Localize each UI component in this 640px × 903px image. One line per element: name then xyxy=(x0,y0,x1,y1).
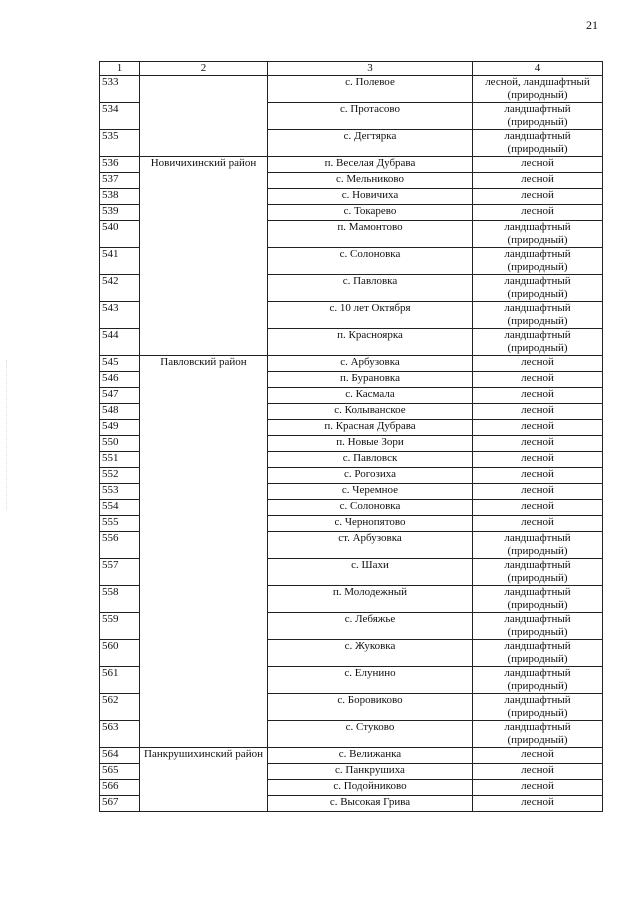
settlement-name: с. Мельниково xyxy=(268,173,473,189)
row-number: 555 xyxy=(100,516,140,532)
settlement-type: лесной xyxy=(473,500,603,516)
column-header-4: 4 xyxy=(473,62,603,76)
settlement-name: п. Бурановка xyxy=(268,372,473,388)
row-number: 540 xyxy=(100,221,140,248)
row-number: 546 xyxy=(100,372,140,388)
table-header-row xyxy=(100,62,603,76)
row-number: 541 xyxy=(100,248,140,275)
settlement-type: ландшафтный (природный) xyxy=(473,130,603,157)
settlement-type: ландшафтный (природный) xyxy=(473,613,603,640)
settlement-type: лесной xyxy=(473,404,603,420)
row-number: 558 xyxy=(100,586,140,613)
column-header-3: 3 xyxy=(268,62,473,76)
row-number: 560 xyxy=(100,640,140,667)
row-number: 550 xyxy=(100,436,140,452)
settlement-name: с. Панкрушиха xyxy=(268,764,473,780)
settlement-name: с. Шахи xyxy=(268,559,473,586)
row-number: 564 xyxy=(100,748,140,764)
settlement-name: с. Солоновка xyxy=(268,500,473,516)
settlement-type: лесной xyxy=(473,356,603,372)
row-number: 556 xyxy=(100,532,140,559)
settlement-type: лесной xyxy=(473,764,603,780)
settlement-name: п. Молодежный xyxy=(268,586,473,613)
settlement-name: п. Красная Дубрава xyxy=(268,420,473,436)
settlement-name: с. Жуковка xyxy=(268,640,473,667)
row-number: 554 xyxy=(100,500,140,516)
settlement-type: лесной xyxy=(473,157,603,173)
settlement-type: ландшафтный (природный) xyxy=(473,667,603,694)
settlement-name: с. Павловск xyxy=(268,452,473,468)
district-name xyxy=(140,76,268,157)
settlement-type: лесной xyxy=(473,748,603,764)
settlement-name: с. Высокая Грива xyxy=(268,796,473,812)
row-number: 548 xyxy=(100,404,140,420)
settlement-type: ландшафтный (природный) xyxy=(473,275,603,302)
settlement-type: лесной xyxy=(473,388,603,404)
settlement-name: с. Новичиха xyxy=(268,189,473,205)
district-name: Панкрушихинский район xyxy=(140,748,268,812)
settlement-type: ландшафтный (природный) xyxy=(473,694,603,721)
settlement-name: с. Елунино xyxy=(268,667,473,694)
settlement-type: лесной xyxy=(473,189,603,205)
settlement-type: ландшафтный (природный) xyxy=(473,103,603,130)
settlement-name: с. Арбузовка xyxy=(268,356,473,372)
settlement-name: п. Мамонтово xyxy=(268,221,473,248)
settlement-type: ландшафтный (природный) xyxy=(473,248,603,275)
settlements-table xyxy=(99,61,603,812)
settlement-name: с. 10 лет Октября xyxy=(268,302,473,329)
settlement-type: ландшафтный (природный) xyxy=(473,586,603,613)
settlement-type: лесной, ландшафтный (природный) xyxy=(473,76,603,103)
settlement-name: с. Боровиково xyxy=(268,694,473,721)
settlement-name: с. Токарево xyxy=(268,205,473,221)
settlement-type: лесной xyxy=(473,420,603,436)
settlement-name: с. Лебяжье xyxy=(268,613,473,640)
settlement-name: с. Черемное xyxy=(268,484,473,500)
settlement-name: п. Веселая Дубрава xyxy=(268,157,473,173)
settlement-name: с. Дегтярка xyxy=(268,130,473,157)
settlement-type: ландшафтный (природный) xyxy=(473,640,603,667)
settlement-type: лесной xyxy=(473,436,603,452)
settlement-type: лесной xyxy=(473,452,603,468)
table-row xyxy=(100,748,603,764)
row-number: 561 xyxy=(100,667,140,694)
row-number: 534 xyxy=(100,103,140,130)
settlement-name: п. Новые Зори xyxy=(268,436,473,452)
settlement-type: лесной xyxy=(473,780,603,796)
settlement-name: ст. Арбузовка xyxy=(268,532,473,559)
settlement-type: лесной xyxy=(473,173,603,189)
row-number: 544 xyxy=(100,329,140,356)
row-number: 542 xyxy=(100,275,140,302)
row-number: 562 xyxy=(100,694,140,721)
settlement-type: лесной xyxy=(473,484,603,500)
settlement-type: лесной xyxy=(473,205,603,221)
settlement-name: с. Велижанка xyxy=(268,748,473,764)
table-row xyxy=(100,76,603,103)
row-number: 547 xyxy=(100,388,140,404)
scan-margin-marks xyxy=(6,360,10,510)
settlement-name: с. Солоновка xyxy=(268,248,473,275)
settlement-type: ландшафтный (природный) xyxy=(473,559,603,586)
row-number: 538 xyxy=(100,189,140,205)
settlement-name: с. Чернопятово xyxy=(268,516,473,532)
settlement-name: с. Касмала xyxy=(268,388,473,404)
row-number: 543 xyxy=(100,302,140,329)
settlement-name: с. Стуково xyxy=(268,721,473,748)
column-header-2: 2 xyxy=(140,62,268,76)
settlement-name: с. Полевое xyxy=(268,76,473,103)
row-number: 563 xyxy=(100,721,140,748)
settlement-type: лесной xyxy=(473,516,603,532)
row-number: 537 xyxy=(100,173,140,189)
table-row xyxy=(100,356,603,372)
row-number: 552 xyxy=(100,468,140,484)
row-number: 545 xyxy=(100,356,140,372)
row-number: 559 xyxy=(100,613,140,640)
row-number: 565 xyxy=(100,764,140,780)
district-name: Новичихинский район xyxy=(140,157,268,356)
row-number: 567 xyxy=(100,796,140,812)
row-number: 557 xyxy=(100,559,140,586)
row-number: 566 xyxy=(100,780,140,796)
table-row xyxy=(100,157,603,173)
settlement-name: п. Красноярка xyxy=(268,329,473,356)
row-number: 549 xyxy=(100,420,140,436)
page-number: 21 xyxy=(586,18,598,32)
settlement-type: ландшафтный (природный) xyxy=(473,532,603,559)
row-number: 553 xyxy=(100,484,140,500)
settlement-type: ландшафтный (природный) xyxy=(473,721,603,748)
settlement-name: с. Рогозиха xyxy=(268,468,473,484)
district-name: Павловский район xyxy=(140,356,268,748)
column-header-1: 1 xyxy=(100,62,140,76)
settlement-name: с. Подойниково xyxy=(268,780,473,796)
settlement-type: лесной xyxy=(473,468,603,484)
row-number: 536 xyxy=(100,157,140,173)
settlement-type: ландшафтный (природный) xyxy=(473,221,603,248)
row-number: 533 xyxy=(100,76,140,103)
settlement-type: ландшафтный (природный) xyxy=(473,329,603,356)
settlement-name: с. Колыванское xyxy=(268,404,473,420)
table-body xyxy=(100,76,603,812)
settlement-name: с. Павловка xyxy=(268,275,473,302)
row-number: 535 xyxy=(100,130,140,157)
settlement-type: лесной xyxy=(473,372,603,388)
settlement-type: лесной xyxy=(473,796,603,812)
settlement-name: с. Протасово xyxy=(268,103,473,130)
row-number: 551 xyxy=(100,452,140,468)
row-number: 539 xyxy=(100,205,140,221)
settlement-type: ландшафтный (природный) xyxy=(473,302,603,329)
